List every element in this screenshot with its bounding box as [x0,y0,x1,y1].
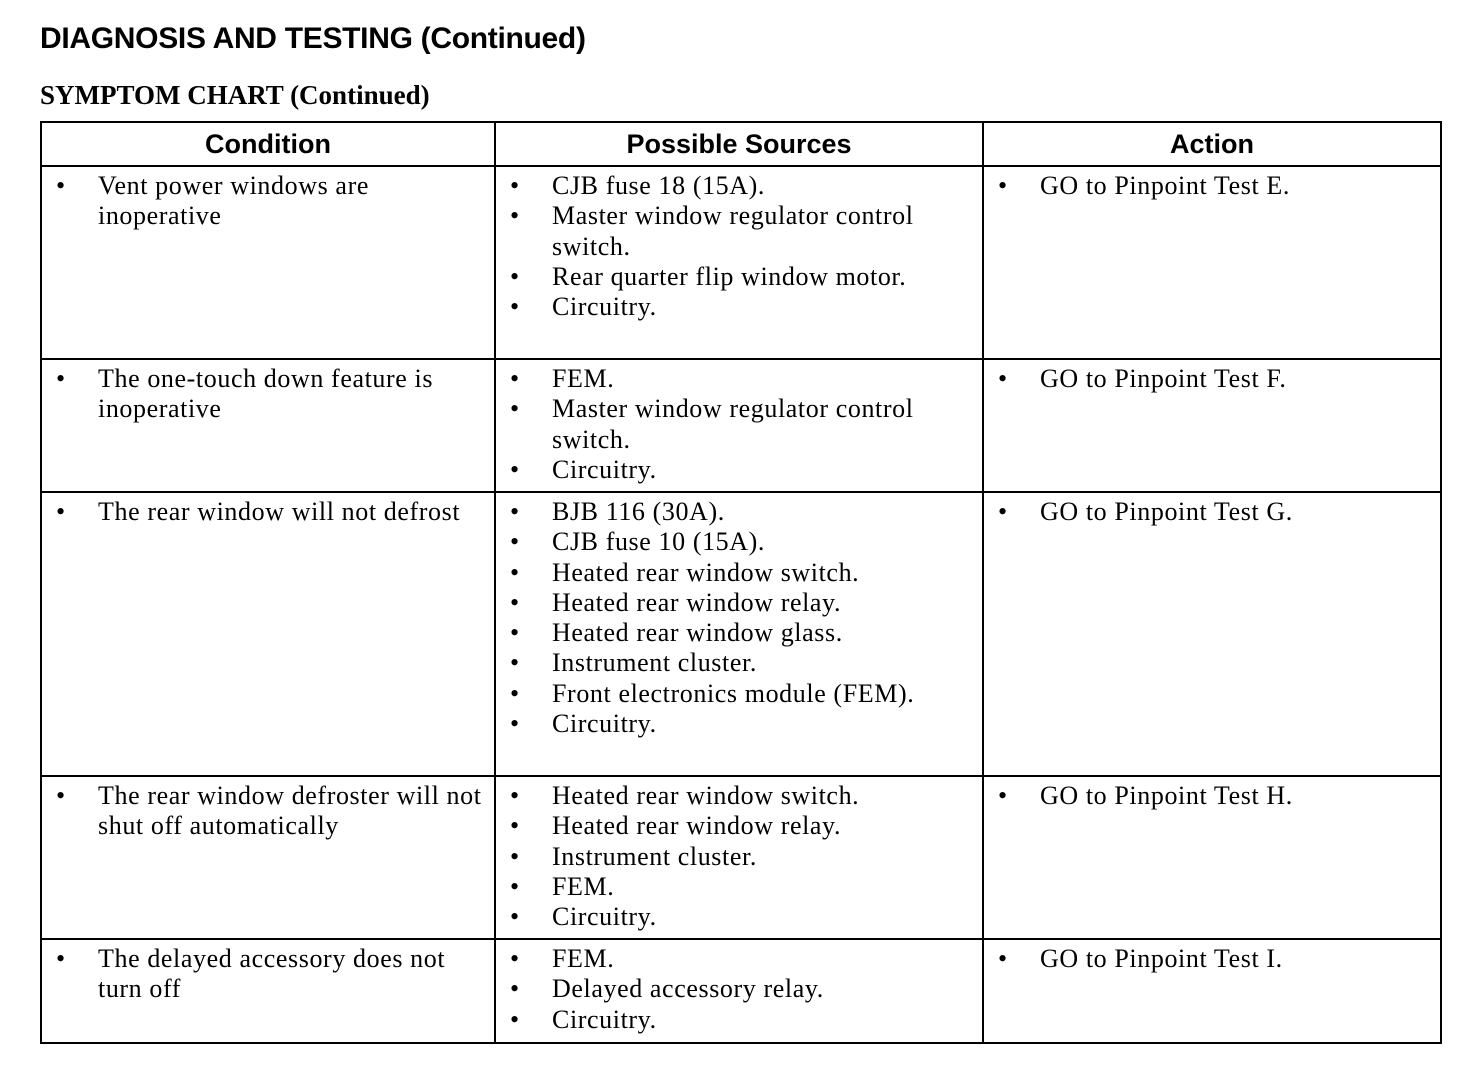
sources-cell [495,939,983,1043]
action-text: • GO to Pinpoint Test E. [984,171,1440,201]
source-item: • Rear quarter flip window motor. [496,262,982,292]
header-row [41,122,1441,166]
table-row [41,166,1441,359]
table-row [41,492,1441,776]
action-cell [983,776,1441,939]
source-item: • Heated rear window switch. [496,558,982,588]
sources-cell [495,166,983,359]
source-item: • FEM. [496,364,982,394]
source-item: • Master window regulator control switch. [496,394,982,455]
sources-cell [495,776,983,939]
source-item: • Front electronics module (FEM). [496,679,982,709]
source-item: • Circuitry. [496,1005,982,1035]
header-condition: Condition [41,122,495,166]
action-cell [983,166,1441,359]
source-item: • FEM. [496,872,982,902]
table-row [41,359,1441,492]
header-action: Action [983,122,1441,166]
condition-text: • Vent power windows are inoperative [42,171,494,232]
source-item: • Heated rear window relay. [496,588,982,618]
section-title: SYMPTOM CHART (Continued) [40,80,430,110]
condition-cell [41,166,495,359]
table-body [41,166,1441,1043]
source-item: • Heated rear window switch. [496,781,982,811]
source-item: • Circuitry. [496,292,982,322]
action-text: • GO to Pinpoint Test G. [984,497,1440,527]
sources-cell [495,359,983,492]
condition-cell [41,939,495,1043]
action-text: • GO to Pinpoint Test H. [984,781,1440,811]
source-item: • Instrument cluster. [496,842,982,872]
source-item: • Circuitry. [496,455,982,485]
source-item: • BJB 116 (30A). [496,497,982,527]
condition-text: • The rear window will not defrost [42,497,494,527]
condition-text: • The one-touch down feature is inoperative [42,364,494,425]
condition-cell [41,359,495,492]
source-item: • Delayed accessory relay. [496,974,982,1004]
symptom-chart-table [40,121,1442,1044]
action-cell [983,939,1441,1043]
action-cell [983,492,1441,776]
action-cell [983,359,1441,492]
condition-text: • The rear window defroster will not shut off automatically [42,781,494,842]
source-item: • Heated rear window glass. [496,618,982,648]
table-header [41,122,1441,166]
source-item: • CJB fuse 10 (15A). [496,527,982,557]
page-title: DIAGNOSIS AND TESTING (Continued) [40,22,586,55]
source-item: • Circuitry. [496,902,982,932]
source-item: • Master window regulator control switch. [496,201,982,262]
table-row [41,776,1441,939]
source-item: • FEM. [496,944,982,974]
source-item: • Heated rear window relay. [496,811,982,841]
action-text: • GO to Pinpoint Test F. [984,364,1440,394]
source-item: • Instrument cluster. [496,648,982,678]
table-row [41,939,1441,1043]
condition-cell [41,492,495,776]
action-text: • GO to Pinpoint Test I. [984,944,1440,974]
sources-cell [495,492,983,776]
condition-text: • The delayed accessory does not turn off [42,944,494,1005]
source-item: • CJB fuse 18 (15A). [496,171,982,201]
source-item: • Circuitry. [496,709,982,739]
header-possible-sources: Possible Sources [495,122,983,166]
condition-cell [41,776,495,939]
